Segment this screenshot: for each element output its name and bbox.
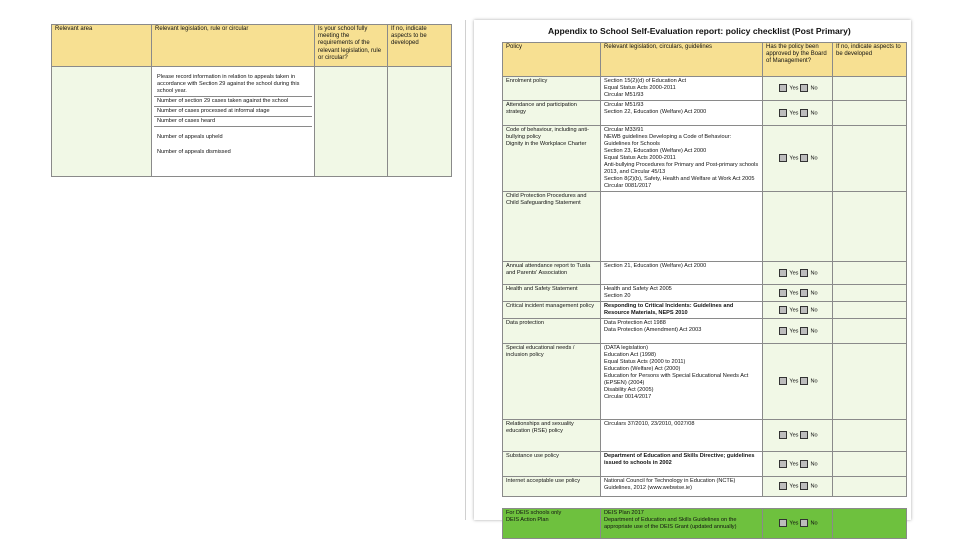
no-label: No [810,85,818,92]
table-row [503,77,907,101]
approved-cell [763,126,833,192]
row-1-no-checkbox[interactable] [800,109,808,117]
approved-cell [763,419,833,451]
table-row [503,419,907,451]
row-10-no-checkbox[interactable] [800,460,808,468]
cases-taken-row: Number of section 29 cases taken against the school [154,97,312,107]
appeals-dismissed-row: Number of appeals dismissed [157,148,231,155]
row-9-no-checkbox[interactable] [800,431,808,439]
page-divider [465,20,466,520]
legislation-cell: (DATA legislation) Education Act (1998) Equal Status Acts (2000 to 2011) Education (Welfare) Act (2000) Education for Persons with Special Educational Needs Act (EPSEN) (2004) Disability Act (2005) Circular 0014/2017 [601,343,763,419]
approved-cell [763,261,833,284]
yes-label: Yes [789,461,799,468]
header-relevant-legislation: Relevant legislation, rule or circular [152,25,315,67]
approved-cell [763,101,833,126]
appeals-table [51,24,452,177]
spacer-cell [503,496,907,508]
approved-cell [763,284,833,301]
yes-label: Yes [789,155,799,162]
yes-label: Yes [789,432,799,439]
legislation-cell: Section 15(2)(d) of Education Act Equal Status Acts 2000-2011 Circular M51/93 [601,77,763,101]
row-4-no-checkbox[interactable] [800,269,808,277]
policy-cell: Substance use policy [503,451,601,476]
table-row [503,343,907,419]
approved-cell [763,77,833,101]
policy-cell: Data protection [503,318,601,343]
approved-cell [763,476,833,496]
aspects-input-cell[interactable] [833,419,907,451]
no-label: No [810,270,818,277]
legislation-cell: Health and Safety Act 2005 Section 20 [601,284,763,301]
aspects-input-cell[interactable] [833,451,907,476]
header-aspects: If no, indicate aspects to be developed [388,25,452,67]
table-row [503,191,907,261]
policy-cell: Enrolment policy [503,77,601,101]
policy-checklist-table [502,42,907,539]
row-9-yes-checkbox[interactable] [779,431,787,439]
aspects-input-cell[interactable] [833,343,907,419]
row-10-yes-checkbox[interactable] [779,460,787,468]
cases-heard-row: Number of cases heard [154,117,312,127]
no-label: No [810,483,818,490]
policy-cell: Health and Safety Statement [503,284,601,301]
policy-cell: Relationships and sexuality education (RSE) policy [503,419,601,451]
table-row [503,318,907,343]
checklist-page [474,20,911,530]
row-4-yes-checkbox[interactable] [779,269,787,277]
no-label: No [810,110,818,117]
table-row [503,476,907,496]
header-aspects: If no, indicate aspects to be developed [833,43,907,77]
yes-label: Yes [789,110,799,117]
checklist-table [502,42,907,539]
policy-cell: Annual attendance report to TusIa and Parents' Association [503,261,601,284]
no-label: No [810,432,818,439]
header-legislation: Relevant legislation, circulars, guidelines [601,43,763,77]
table-row [503,284,907,301]
no-label: No [810,290,818,297]
row-5-no-checkbox[interactable] [800,289,808,297]
no-label: No [810,520,818,527]
yes-label: Yes [789,483,799,490]
row-0-yes-checkbox[interactable] [779,84,787,92]
yes-label: Yes [789,520,799,527]
yes-label: Yes [789,328,799,335]
aspects-input-cell[interactable] [833,261,907,284]
legislation-cell [601,191,763,261]
yes-label: Yes [789,290,799,297]
deis-row [503,508,907,538]
yes-label: Yes [789,307,799,314]
header-approved: Has the policy been approved by the Board of Management? [763,43,833,77]
aspects-input-cell[interactable] [833,101,907,126]
table-row [503,261,907,284]
fully-meeting-cell [315,67,388,177]
table-row [503,101,907,126]
legislation-cell: National Council for Technology in Education (NCTE) Guidelines, 2012 (www.webwise.ie) [601,476,763,496]
no-label: No [810,461,818,468]
row-2-no-checkbox[interactable] [800,154,808,162]
checklist-header-row [503,43,907,77]
row-6-yes-checkbox[interactable] [779,306,787,314]
row-8-yes-checkbox[interactable] [779,377,787,385]
left-document [51,24,452,177]
legislation-cell: Data Protection Act 1988 Data Protection (Amendment) Act 2003 [601,318,763,343]
table-row [503,126,907,192]
policy-cell: Internet acceptable use policy [503,476,601,496]
appeals-upheld-row: Number of appeals upheld [157,133,223,140]
approved-cell [763,318,833,343]
approved-cell [763,343,833,419]
row-7-yes-checkbox[interactable] [779,327,787,335]
spacer-row [503,496,907,508]
deis-no-checkbox[interactable] [800,519,808,527]
row-1-yes-checkbox[interactable] [779,109,787,117]
row-0-no-checkbox[interactable] [800,84,808,92]
policy-cell: Critical incident management policy [503,301,601,318]
legislation-cell: Circular M33/91 NEWB guidelines Developing a Code of Behaviour: Guidelines for Schools Section 23, Education (Welfare) Act 2000 Equal Status Acts 2000-2011 Anti-bullying Procedures for Primary and Post-primary schools 2013, and Circular 45/13 Section 8(2)(b), Safety, Health and Welfare at Work Act 2005 Circular 0081/2017 [601,126,763,192]
approved-cell [763,451,833,476]
aspects-cell [388,67,452,177]
no-label: No [810,155,818,162]
aspects-input-cell[interactable] [833,476,907,496]
yes-label: Yes [789,85,799,92]
policy-cell: Code of behaviour, including anti-bullying policy Dignity in the Workplace Charter [503,126,601,192]
deis-policy-cell: For DEIS schools only DEIS Action Plan [503,508,601,538]
aspects-input-cell[interactable] [833,191,907,261]
deis-approved-cell [763,508,833,538]
no-label: No [810,328,818,335]
row-11-yes-checkbox[interactable] [779,482,787,490]
cases-informal-row: Number of cases processed at informal stage [154,107,312,117]
approved-cell [763,191,833,261]
page-title: Appendix to School Self-Evaluation report: policy checklist (Post Primary) [548,26,851,36]
row-5-yes-checkbox[interactable] [779,289,787,297]
no-label: No [810,307,818,314]
legislation-cell: Circulars 37/2010, 23/2010, 0027/08 [601,419,763,451]
row-7-no-checkbox[interactable] [800,327,808,335]
aspects-input-cell[interactable] [833,126,907,192]
deis-legislation-cell: DEIS Plan 2017 Department of Education and Skills Guidelines on the appropriate use of the DEIS Grant (updated annually) [601,508,763,538]
relevant-area-cell [52,67,152,177]
legislation-cell: Circular M51/93 Section 22, Education (Welfare) Act 2000 [601,101,763,126]
header-relevant-area: Relevant area [52,25,152,67]
yes-label: Yes [789,270,799,277]
table-row [503,451,907,476]
deis-aspects-cell[interactable] [833,508,907,538]
appeals-info-cell [152,67,315,177]
header-policy: Policy [503,43,601,77]
legislation-cell: Department of Education and Skills Directive; guidelines issued to schools in 2002 [601,451,763,476]
row-2-yes-checkbox[interactable] [779,154,787,162]
no-label: No [810,378,818,385]
aspects-input-cell[interactable] [833,318,907,343]
policy-cell: Child Protection Procedures and Child Safeguarding Statement [503,191,601,261]
header-fully-meeting: Is your school fully meeting the requirements of the relevant legislation, rule or circular? [315,25,388,67]
deis-yes-checkbox[interactable] [779,519,787,527]
row-6-no-checkbox[interactable] [800,306,808,314]
row-11-no-checkbox[interactable] [800,482,808,490]
policy-cell: Attendance and participation strategy [503,101,601,126]
aspects-input-cell[interactable] [833,77,907,101]
appeals-intro: Please record information in relation to appeals taken in accordance with Section 29 against the school during this school year. [154,73,312,97]
policy-cell: Special educational needs / inclusion policy [503,343,601,419]
legislation-cell: Responding to Critical Incidents: Guidelines and Resource Materials, NEPS 2010 [601,301,763,318]
table-row [503,301,907,318]
row-8-no-checkbox[interactable] [800,377,808,385]
aspects-input-cell[interactable] [833,301,907,318]
legislation-cell: Section 21, Education (Welfare) Act 2000 [601,261,763,284]
approved-cell [763,301,833,318]
aspects-input-cell[interactable] [833,284,907,301]
yes-label: Yes [789,378,799,385]
